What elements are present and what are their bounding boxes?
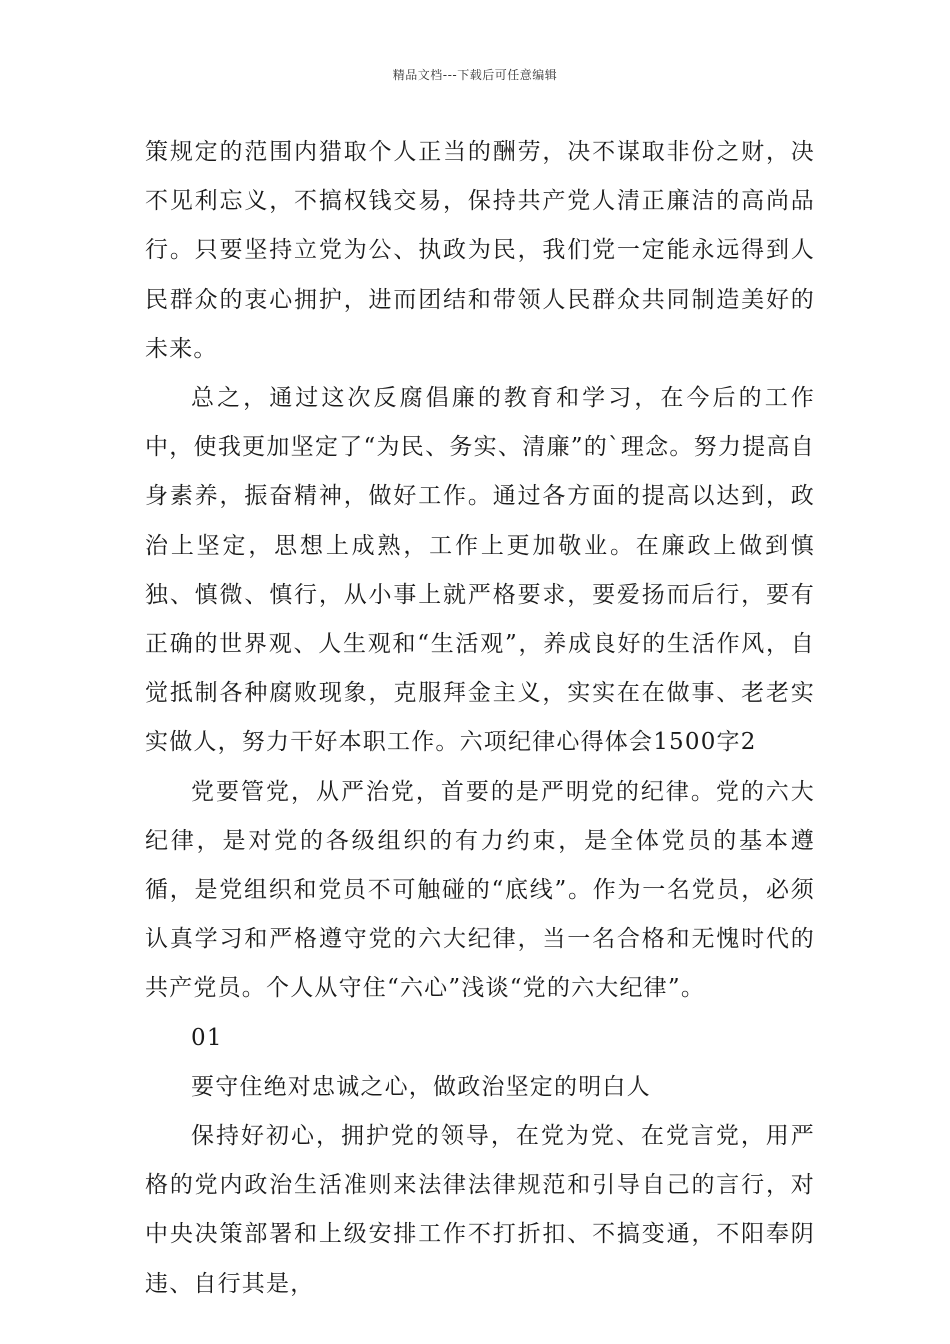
paragraph-1: 策规定的范围内猎取个人正当的酬劳，决不谋取非份之财，决不见利忘义，不搞权钱交易，保持共产党人清正廉洁的高尚品行。只要坚持立党为公、执政为民，我们党一定能永远得到人民群众的衷心拥护，进而团结和带领人民群众共同制造美好的未来。 [145,139,815,362]
document-body [145,128,815,1309]
section-number: 01 [191,1024,223,1051]
section-heading: 要守住绝对忠诚之心，做政治坚定的明白人 [191,1073,651,1100]
paragraph-4: 保持好初心，拥护党的领导，在党为党、在党言党，用严格的党内政治生活准则来法律法律规范和引导自己的言行，对中央决策部署和上级安排工作不打折扣、不搞变通，不阳奉阴违、自行其是， [145,1123,815,1297]
paragraph-3: 党要管党，从严治党，首要的是严明党的纪律。党的六大纪律，是对党的各级组织的有力约束，是全体党员的基本遵循，是党组织和党员不可触碰的“底线”。作为一名党员，必须认真学习和严格遵守党的六大纪律，当一名合格和无愧时代的共产党员。个人从守住“六心”浅谈“党的六大纪律”。 [145,778,815,1002]
page-header: 精品文档---下载后可任意编辑 [392,68,558,82]
paragraph-2: 总之，通过这次反腐倡廉的教育和学习，在今后的工作中，使我更加坚定了“为民、务实、清廉”的`理念。努力提高自身素养，振奋精神，做好工作。通过各方面的提高以达到，政治上坚定，思想上成熟，工作上更加敬业。在廉政上做到慎独、慎微、慎行，从小事上就严格要求，要爱扬而后行，要有正确的世界观、人生观和“生活观”，养成良好的生活作风，自觉抵制各种腐败现象，克服拜金主义，实实在在做事、老老实实做人，努力干好本职工作。六项纪律心得体会1500字2 [145,385,815,756]
